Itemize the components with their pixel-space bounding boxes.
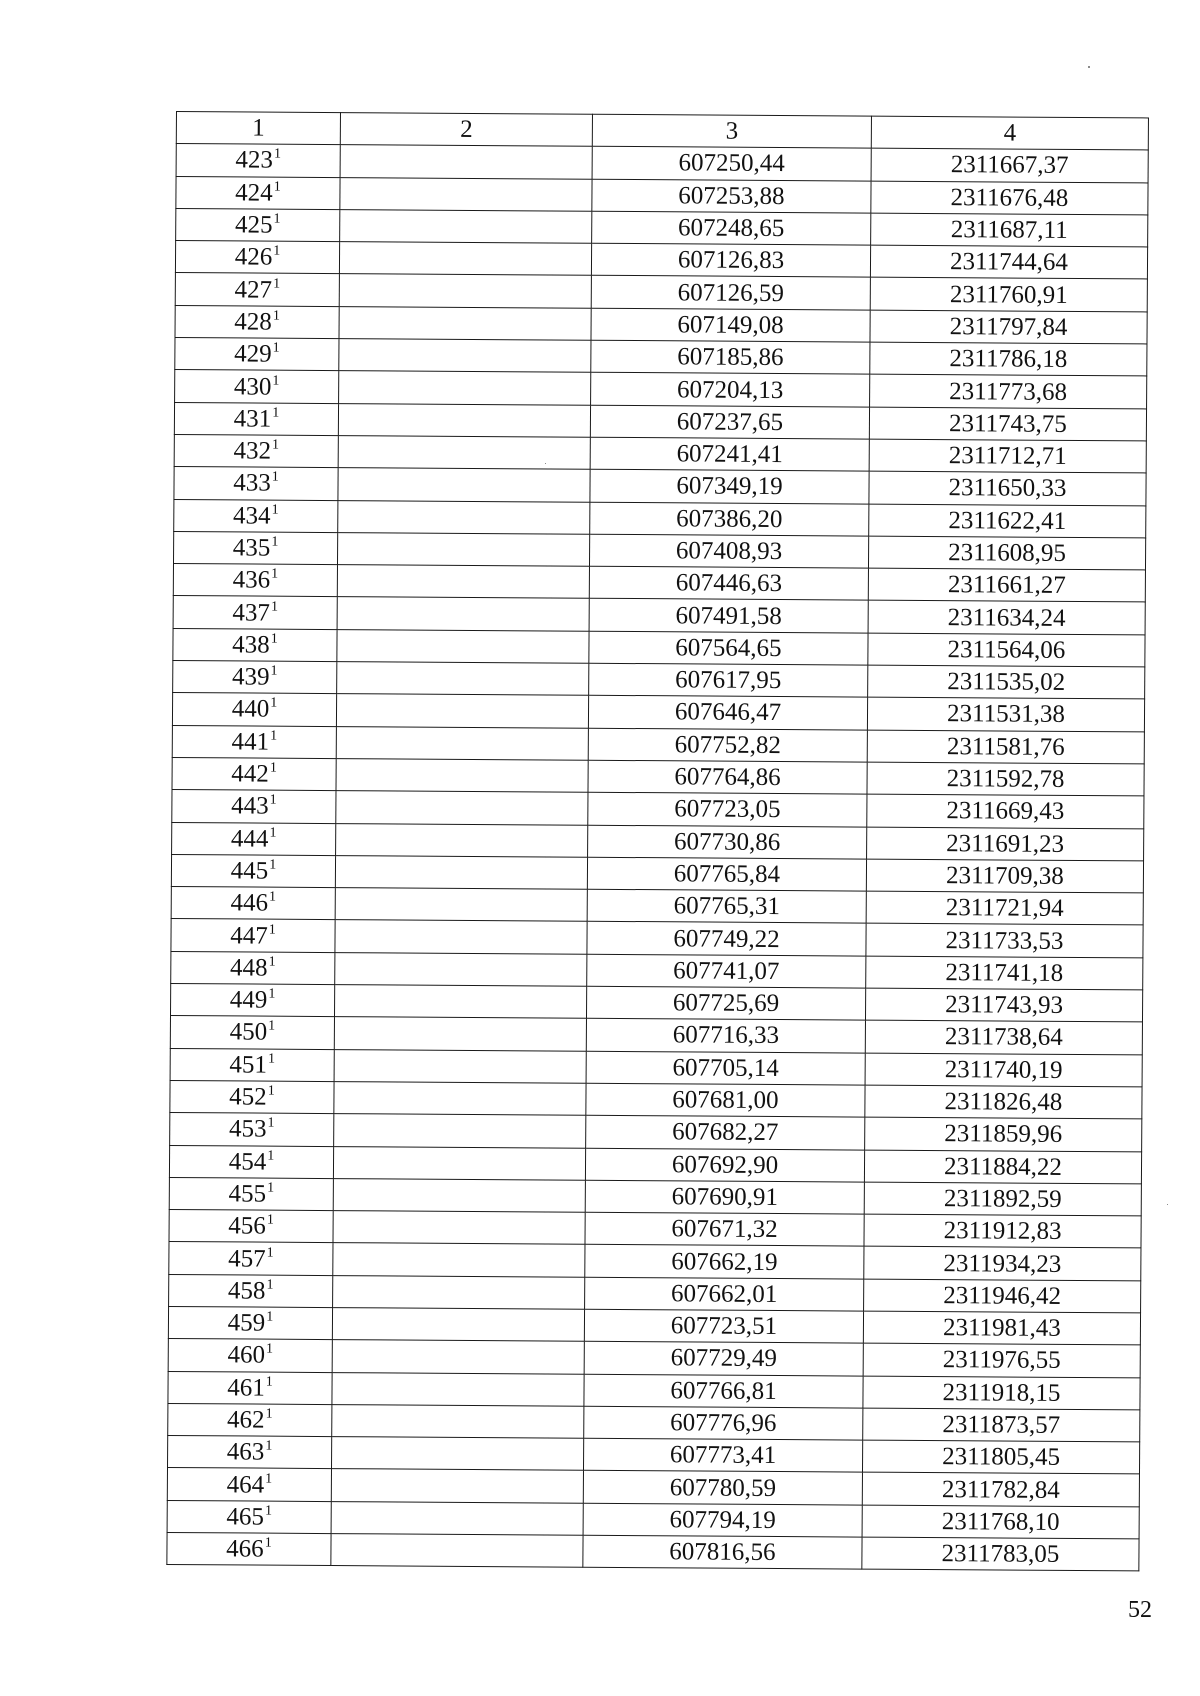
x-coordinate-cell: 607646,47 [588, 696, 867, 730]
point-number-cell [170, 1048, 334, 1081]
point-number-superscript: 1 [266, 1277, 274, 1293]
point-number-superscript: 1 [268, 889, 277, 905]
point-number-cell [169, 1177, 333, 1210]
point-number-superscript: 1 [266, 1245, 274, 1261]
x-coordinate-cell: 607250,44 [592, 147, 871, 181]
point-number: 433 [233, 469, 271, 498]
point-number-superscript: 1 [270, 696, 278, 712]
column-2-cell [332, 1308, 584, 1342]
point-number-cell [175, 241, 339, 274]
column-2-cell [334, 1017, 586, 1051]
x-coordinate-cell: 607723,51 [584, 1309, 863, 1343]
point-number-cell [176, 208, 340, 241]
y-coordinate-cell: 2311661,27 [868, 568, 1145, 602]
x-coordinate-cell: 607662,19 [585, 1245, 864, 1279]
column-2-cell [331, 1501, 583, 1535]
point-number: 427 [234, 276, 273, 304]
point-number: 450 [229, 1018, 268, 1047]
point-number: 424 [235, 179, 273, 207]
point-number-superscript: 1 [270, 728, 278, 744]
x-coordinate-cell: 607126,59 [591, 276, 870, 310]
y-coordinate-cell: 2311782,84 [862, 1473, 1139, 1507]
y-coordinate-cell: 2311912,83 [864, 1214, 1141, 1248]
x-coordinate-cell: 607617,95 [589, 663, 868, 697]
point-number-superscript: 1 [271, 534, 279, 550]
y-coordinate-cell: 2311892,59 [864, 1182, 1141, 1216]
point-number-superscript: 1 [268, 1019, 276, 1035]
point-number: 451 [229, 1051, 268, 1079]
point-number: 459 [227, 1309, 266, 1337]
column-2-cell [334, 985, 586, 1019]
point-number-cell [170, 1080, 334, 1113]
x-coordinate-cell: 607730,86 [588, 825, 867, 859]
point-number-cell [168, 1371, 332, 1404]
point-number-cell [172, 693, 336, 726]
y-coordinate-cell: 2311934,23 [864, 1246, 1141, 1280]
x-coordinate-cell: 607671,32 [585, 1212, 864, 1246]
y-coordinate-cell: 2311733,53 [866, 924, 1143, 958]
point-number-cell [173, 531, 337, 564]
x-coordinate-cell: 607248,65 [592, 211, 871, 245]
x-coordinate-cell: 607386,20 [590, 502, 869, 536]
x-coordinate-cell: 607716,33 [586, 1019, 865, 1053]
x-coordinate-cell: 607682,27 [586, 1115, 865, 1149]
column-2-cell [332, 1404, 584, 1438]
scan-speck [545, 463, 546, 464]
point-number-cell [174, 402, 338, 435]
column-2-cell [331, 1534, 583, 1568]
x-coordinate-cell: 607149,08 [591, 308, 870, 342]
x-coordinate-cell: 607752,82 [588, 728, 867, 762]
point-number-superscript: 1 [273, 147, 282, 163]
column-2-cell [339, 242, 591, 276]
point-number-superscript: 1 [265, 1471, 273, 1487]
column-2-cell [340, 145, 592, 179]
y-coordinate-cell: 2311805,45 [862, 1440, 1139, 1474]
page-number: 52 [1128, 1597, 1152, 1623]
y-coordinate-cell: 2311976,55 [863, 1343, 1140, 1377]
y-coordinate-cell: 2311669,43 [867, 794, 1144, 828]
point-number-cell [175, 338, 339, 371]
point-number-cell [167, 1468, 331, 1501]
column-2-cell [339, 339, 591, 373]
y-coordinate-cell: 2311744,64 [870, 245, 1147, 279]
point-number-superscript: 1 [271, 502, 279, 518]
point-number-cell [173, 596, 337, 629]
point-number-superscript: 1 [265, 1342, 274, 1358]
point-number: 446 [230, 889, 269, 917]
point-number-superscript: 1 [267, 1083, 275, 1099]
x-coordinate-cell: 607237,65 [590, 405, 869, 439]
point-number: 466 [226, 1535, 264, 1563]
column-2-cell [334, 1114, 586, 1148]
x-coordinate-cell: 607705,14 [586, 1051, 865, 1085]
point-number-superscript: 1 [270, 663, 278, 679]
point-number: 441 [231, 728, 270, 756]
point-number-cell [172, 757, 336, 790]
x-coordinate-cell: 607446,63 [589, 566, 868, 600]
point-number-cell [174, 499, 338, 532]
column-header-4: 4 [871, 116, 1148, 150]
point-number: 438 [232, 631, 270, 659]
point-number-cell [173, 564, 337, 597]
y-coordinate-cell: 2311634,24 [868, 601, 1145, 635]
point-number-superscript: 1 [266, 1212, 274, 1228]
x-coordinate-cell: 607765,84 [587, 857, 866, 891]
point-number-cell [172, 790, 336, 823]
column-header-1: 1 [176, 112, 340, 145]
point-number-superscript: 1 [273, 243, 281, 260]
x-coordinate-cell: 607253,88 [592, 179, 871, 213]
point-number-cell [171, 919, 335, 952]
point-number-superscript: 1 [270, 631, 278, 647]
point-number-cell [174, 467, 338, 500]
point-number-superscript: 1 [269, 793, 277, 809]
column-2-cell [337, 565, 589, 599]
y-coordinate-cell: 2311712,71 [869, 439, 1146, 473]
y-coordinate-cell: 2311797,84 [870, 310, 1147, 344]
point-number-superscript: 1 [267, 1115, 275, 1132]
point-number-superscript: 1 [273, 179, 281, 195]
column-2-cell [333, 1243, 585, 1277]
point-number-superscript: 1 [267, 1180, 275, 1196]
column-2-cell [339, 274, 591, 308]
point-number-superscript: 1 [271, 470, 279, 486]
point-number-cell [172, 822, 336, 855]
point-number-superscript: 1 [272, 405, 280, 421]
column-2-cell [335, 888, 587, 922]
x-coordinate-cell: 607662,01 [585, 1277, 864, 1311]
column-2-cell [338, 403, 590, 437]
point-number: 428 [234, 308, 272, 336]
column-2-cell [332, 1340, 584, 1374]
point-number-cell [171, 951, 335, 984]
column-2-cell [340, 177, 592, 211]
point-number-superscript: 1 [270, 599, 279, 615]
y-coordinate-cell: 2311946,42 [864, 1279, 1141, 1313]
point-number: 454 [228, 1148, 267, 1176]
column-2-cell [332, 1372, 584, 1406]
column-2-cell [336, 823, 588, 857]
point-number: 442 [231, 760, 269, 788]
column-2-cell [334, 1049, 586, 1083]
column-2-cell [335, 952, 587, 986]
point-number: 455 [228, 1180, 267, 1208]
y-coordinate-cell: 2311622,41 [869, 504, 1146, 538]
column-2-cell [338, 500, 590, 534]
y-coordinate-cell: 2311709,38 [866, 859, 1143, 893]
point-number-cell [167, 1500, 331, 1533]
point-number-cell [170, 1016, 334, 1049]
column-2-cell [338, 468, 590, 502]
point-number: 465 [226, 1503, 265, 1531]
point-number-superscript: 1 [264, 1503, 273, 1519]
x-coordinate-cell: 607185,86 [591, 340, 870, 374]
y-coordinate-cell: 2311650,33 [869, 471, 1146, 505]
point-number-superscript: 1 [272, 340, 280, 356]
point-number: 436 [232, 566, 271, 594]
y-coordinate-cell: 2311918,15 [863, 1376, 1140, 1410]
point-number-cell [172, 725, 336, 758]
point-number-cell [168, 1436, 332, 1469]
y-coordinate-cell: 2311773,68 [870, 374, 1147, 408]
point-number-cell [175, 305, 339, 338]
point-number: 434 [232, 502, 271, 530]
point-number: 431 [233, 405, 272, 433]
y-coordinate-cell: 2311691,23 [867, 827, 1144, 861]
point-number-superscript: 1 [268, 986, 276, 1002]
point-number: 432 [233, 437, 272, 465]
point-number: 444 [230, 825, 269, 853]
y-coordinate-cell: 2311743,93 [865, 988, 1142, 1022]
point-number-superscript: 1 [265, 1406, 273, 1422]
x-coordinate-cell: 607773,41 [583, 1438, 862, 1472]
point-number: 430 [233, 372, 272, 401]
point-number: 429 [234, 340, 272, 368]
point-number-cell [171, 854, 335, 887]
point-number-cell [169, 1210, 333, 1243]
y-coordinate-cell: 2311826,48 [865, 1085, 1142, 1119]
point-number: 460 [227, 1341, 266, 1370]
column-2-cell [331, 1437, 583, 1471]
column-2-cell [333, 1275, 585, 1309]
column-2-cell [337, 662, 589, 696]
x-coordinate-cell: 607729,49 [584, 1342, 863, 1376]
x-coordinate-cell: 607764,86 [588, 760, 867, 794]
point-number-superscript: 1 [268, 954, 276, 970]
column-2-cell [333, 1211, 585, 1245]
point-number-superscript: 1 [269, 760, 277, 776]
y-coordinate-cell: 2311581,76 [867, 730, 1144, 764]
point-number: 435 [232, 534, 271, 562]
point-number-cell [170, 983, 334, 1016]
point-number: 462 [226, 1406, 265, 1434]
point-number-superscript: 1 [271, 566, 279, 582]
x-coordinate-cell: 607765,31 [587, 889, 866, 923]
y-coordinate-cell: 2311783,05 [862, 1537, 1139, 1571]
point-number-superscript: 1 [273, 211, 281, 227]
x-coordinate-cell: 607408,93 [589, 534, 868, 568]
x-coordinate-cell: 607723,05 [588, 792, 867, 826]
column-2-cell [337, 629, 589, 663]
point-number-cell [173, 628, 337, 661]
y-coordinate-cell: 2311873,57 [863, 1408, 1140, 1442]
point-number: 437 [232, 598, 271, 627]
point-number-superscript: 1 [268, 922, 276, 938]
point-number: 426 [234, 243, 273, 271]
x-coordinate-cell: 607126,83 [591, 243, 870, 277]
y-coordinate-cell: 2311535,02 [868, 665, 1145, 699]
column-2-cell [339, 306, 591, 340]
y-coordinate-cell: 2311721,94 [866, 891, 1143, 925]
point-number: 448 [229, 954, 268, 982]
point-number-cell [176, 176, 340, 209]
point-number-cell [175, 370, 339, 403]
column-2-cell [335, 855, 587, 889]
point-number-superscript: 1 [271, 437, 280, 453]
y-coordinate-cell: 2311859,96 [865, 1117, 1142, 1151]
x-coordinate-cell: 607766,81 [584, 1374, 863, 1408]
point-number-cell [175, 273, 339, 306]
column-2-cell [339, 371, 591, 405]
table-row [167, 1533, 1139, 1572]
point-number-cell [167, 1533, 331, 1566]
point-number-superscript: 1 [272, 308, 280, 324]
point-number-superscript: 1 [269, 825, 277, 841]
point-number-superscript: 1 [273, 276, 281, 292]
point-number: 423 [235, 146, 274, 175]
point-number-cell [169, 1274, 333, 1307]
point-number-superscript: 1 [265, 1438, 273, 1454]
column-2-cell [334, 1081, 586, 1115]
point-number-cell [168, 1339, 332, 1372]
point-number-cell [170, 1113, 334, 1146]
column-2-cell [336, 791, 588, 825]
column-2-cell [338, 436, 590, 470]
point-number-cell [168, 1403, 332, 1436]
point-number: 449 [229, 986, 268, 1014]
point-number-cell [176, 144, 340, 177]
point-number: 463 [226, 1438, 265, 1466]
x-coordinate-cell: 607780,59 [583, 1471, 862, 1505]
point-number: 452 [229, 1083, 267, 1111]
point-number-cell [171, 887, 335, 920]
point-number-superscript: 1 [267, 1051, 276, 1067]
x-coordinate-cell: 607749,22 [587, 922, 866, 956]
point-number: 464 [226, 1470, 265, 1499]
y-coordinate-cell: 2311740,19 [865, 1053, 1142, 1087]
coordinates-table [166, 111, 1149, 1572]
x-coordinate-cell: 607681,00 [586, 1083, 865, 1117]
x-coordinate-cell: 607692,90 [585, 1148, 864, 1182]
x-coordinate-cell: 607491,58 [589, 599, 868, 633]
x-coordinate-cell: 607725,69 [586, 986, 865, 1020]
column-2-cell [336, 694, 588, 728]
x-coordinate-cell: 607776,96 [584, 1406, 863, 1440]
x-coordinate-cell: 607241,41 [590, 437, 869, 471]
y-coordinate-cell: 2311768,10 [862, 1505, 1139, 1539]
point-number-superscript: 1 [267, 1148, 275, 1164]
y-coordinate-cell: 2311760,91 [870, 278, 1147, 312]
point-number: 440 [231, 695, 270, 724]
y-coordinate-cell: 2311884,22 [864, 1150, 1141, 1184]
x-coordinate-cell: 607564,65 [589, 631, 868, 665]
column-2-cell [335, 920, 587, 954]
y-coordinate-cell: 2311981,43 [863, 1311, 1140, 1345]
y-coordinate-cell: 2311786,18 [870, 342, 1147, 376]
column-2-cell [337, 532, 589, 566]
y-coordinate-cell: 2311741,18 [866, 956, 1143, 990]
point-number: 445 [230, 857, 269, 885]
point-number-cell [174, 434, 338, 467]
point-number-superscript: 1 [269, 857, 277, 873]
y-coordinate-cell: 2311676,48 [871, 181, 1148, 215]
x-coordinate-cell: 607794,19 [583, 1503, 862, 1537]
point-number: 457 [228, 1244, 266, 1273]
point-number-cell [173, 661, 337, 694]
table-body [167, 144, 1148, 1571]
y-coordinate-cell: 2311738,64 [865, 1020, 1142, 1054]
point-number: 453 [228, 1115, 267, 1143]
column-header-3: 3 [592, 114, 871, 148]
y-coordinate-cell: 2311667,37 [871, 148, 1148, 182]
point-number-superscript: 1 [264, 1535, 272, 1551]
y-coordinate-cell: 2311687,11 [871, 213, 1148, 247]
point-number-cell [169, 1242, 333, 1275]
point-number-superscript: 1 [265, 1374, 273, 1390]
y-coordinate-cell: 2311531,38 [867, 697, 1144, 731]
point-number: 447 [230, 921, 268, 950]
x-coordinate-cell: 607349,19 [590, 470, 869, 504]
column-2-cell [331, 1469, 583, 1503]
x-coordinate-cell: 607741,07 [587, 954, 866, 988]
point-number: 458 [227, 1277, 266, 1305]
column-2-cell [337, 597, 589, 631]
column-header-2: 2 [340, 113, 592, 147]
column-2-cell [336, 726, 588, 760]
y-coordinate-cell: 2311743,75 [869, 407, 1146, 441]
point-number: 456 [228, 1212, 266, 1240]
point-number-superscript: 1 [272, 373, 280, 389]
y-coordinate-cell: 2311608,95 [868, 536, 1145, 570]
y-coordinate-cell: 2311564,06 [868, 633, 1145, 667]
x-coordinate-cell: 607690,91 [585, 1180, 864, 1214]
point-number-cell [168, 1306, 332, 1339]
point-number: 425 [234, 211, 273, 239]
scan-speck [1088, 66, 1090, 68]
point-number-superscript: 1 [266, 1309, 274, 1325]
column-2-cell [333, 1178, 585, 1212]
column-2-cell [336, 759, 588, 793]
point-number-cell [169, 1145, 333, 1178]
column-2-cell [333, 1146, 585, 1180]
point-number: 461 [227, 1374, 265, 1402]
column-2-cell [340, 209, 592, 243]
x-coordinate-cell: 607816,56 [583, 1535, 862, 1569]
y-coordinate-cell: 2311592,78 [867, 762, 1144, 796]
x-coordinate-cell: 607204,13 [591, 373, 870, 407]
point-number: 443 [231, 792, 269, 821]
point-number: 439 [231, 663, 270, 691]
scan-speck [1167, 1204, 1168, 1205]
